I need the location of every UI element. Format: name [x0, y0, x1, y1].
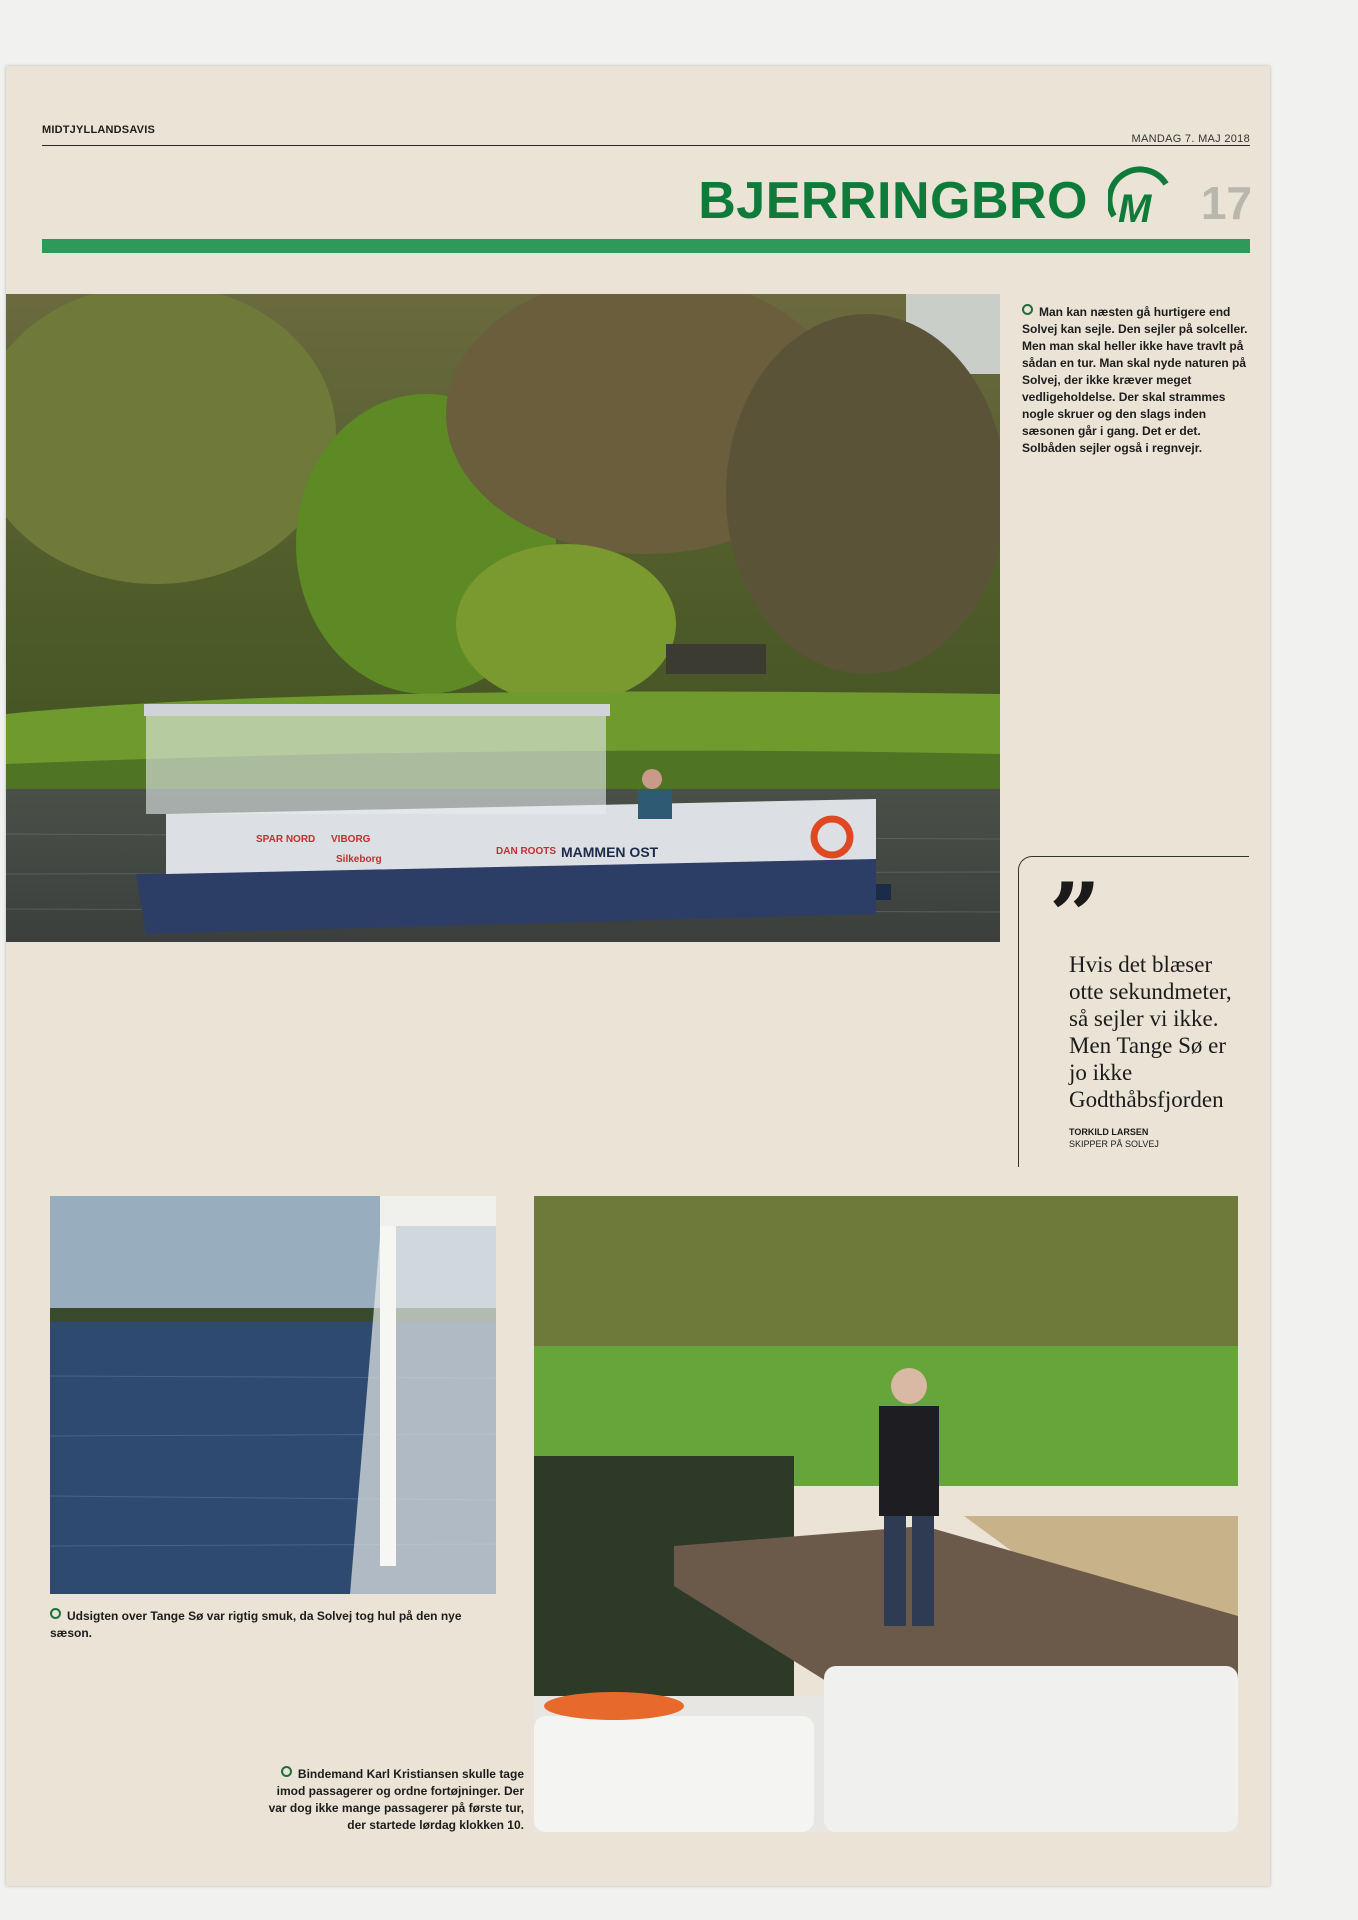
- issue-date: MANDAG 7. MAJ 2018: [1131, 133, 1250, 145]
- caption-lake-text: Udsigten over Tange Sø var rigtig smuk, da Solvej tog hul på den nye sæson.: [50, 1609, 462, 1640]
- pull-quote: [1018, 856, 1249, 1167]
- boat-signage-text: VIBORG: [331, 834, 371, 845]
- caption-bullet-icon: [50, 1608, 61, 1619]
- midtjyllands-logo-icon: [1108, 166, 1174, 232]
- photo-deckhand: [534, 1196, 1238, 1832]
- photo-lake-view: [50, 1196, 496, 1594]
- section-title: BJERRINGBRO: [698, 172, 1088, 230]
- publication-name: MIDTJYLLANDSAVIS: [42, 124, 156, 136]
- caption-boat-text: Man kan næsten gå hurtigere end Solvej kan sejle. Den sejler på solceller. Men man skal heller ikke have travlt på sådan en tur. Man skal nyde naturen på Solvej, der ikke kræver meget vedligeholdelse. Der skal strammes nogle skruer og den slags inden sæsonen går i gang. Det er det. Solbåden sejler også i regnvejr.: [1022, 305, 1248, 455]
- caption-lake: [50, 1608, 470, 1642]
- section-rule: [42, 239, 1250, 253]
- photo-solar-boat: [6, 294, 1000, 942]
- caption-bullet-icon: [1022, 304, 1033, 315]
- quote-author: TORKILD LARSEN: [1069, 1127, 1149, 1137]
- caption-boat: [1022, 304, 1252, 457]
- newspaper-page: [6, 66, 1270, 1886]
- boat-signage-text: MAMMEN OST: [561, 844, 659, 860]
- quote-author-role: SKIPPER PÅ SOLVEJ: [1069, 1139, 1159, 1149]
- boat-signage-text: DAN ROOTS: [496, 846, 556, 857]
- caption-bullet-icon: [281, 1766, 292, 1777]
- masthead-rule: [42, 145, 1250, 146]
- quote-marks-icon: ”: [1049, 863, 1101, 969]
- caption-deckhand: [256, 1766, 524, 1834]
- caption-deckhand-text: Bindemand Karl Kristiansen skulle tage imod passagerer og ordne fortøjninger. Der var dog ikke mange passagerer på første tur, der startede lørdag klokken 10.: [268, 1767, 524, 1832]
- boat-signage-text: SPAR NORD: [256, 834, 316, 845]
- boat-signage-text: Silkeborg: [336, 854, 382, 865]
- logo-letter: M: [1118, 187, 1152, 231]
- quote-text: Hvis det blæser otte sekundmeter, så sejler vi ikke. Men Tange Sø er jo ikke Godthåbsfjorden: [1069, 952, 1232, 1112]
- page-number: 17: [1200, 177, 1252, 229]
